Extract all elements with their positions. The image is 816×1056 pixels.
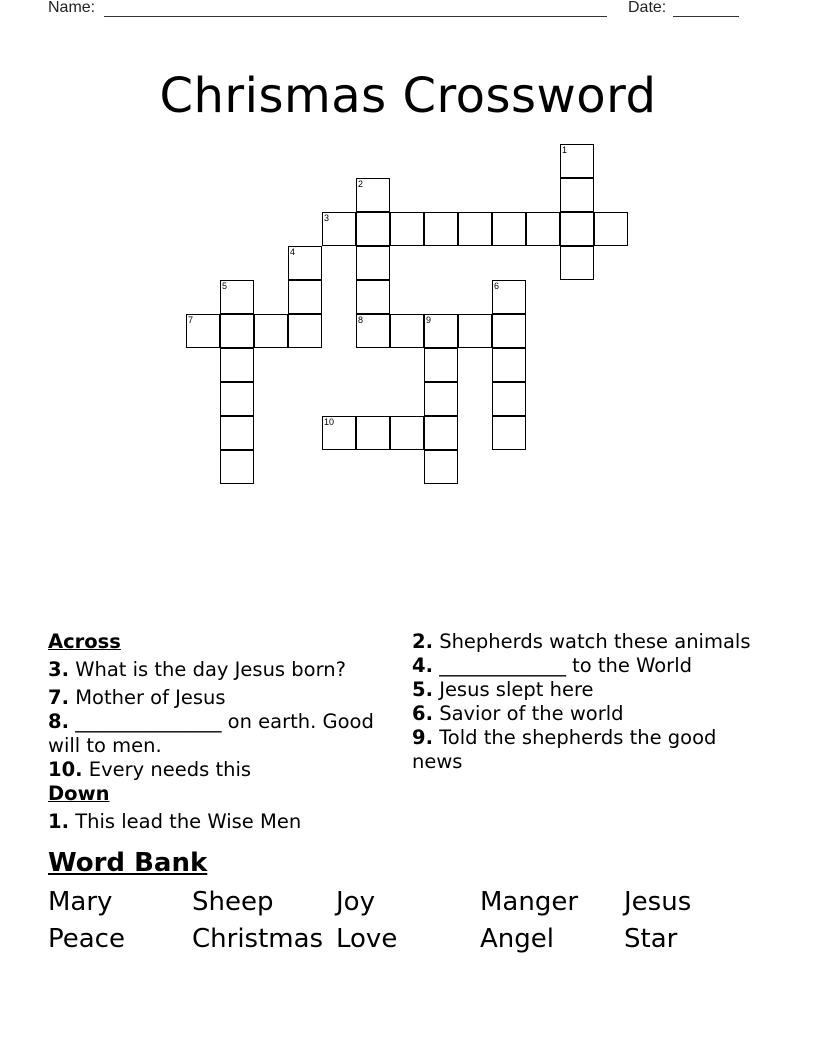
crossword-cell[interactable] (220, 314, 254, 348)
crossword-cell[interactable] (390, 314, 424, 348)
crossword-cell[interactable] (356, 178, 390, 212)
crossword-cell[interactable] (458, 314, 492, 348)
crossword-cell[interactable] (356, 212, 390, 246)
clue-text: Savior of the world (439, 702, 624, 725)
clue-number: 5. (412, 678, 433, 701)
crossword-cell[interactable] (424, 314, 458, 348)
word-bank-word: Mary (48, 887, 113, 917)
crossword-cell[interactable] (356, 246, 390, 280)
crossword-cell[interactable] (492, 348, 526, 382)
crossword-cell[interactable] (390, 212, 424, 246)
cell-number: 2 (358, 179, 364, 189)
clue-text: Mother of Jesus (75, 686, 226, 709)
crossword-cell[interactable] (186, 314, 220, 348)
clue-down-2 (412, 630, 752, 654)
word-bank-word: Manger (480, 887, 579, 917)
crossword-cell[interactable] (356, 416, 390, 450)
crossword-cell[interactable] (322, 416, 356, 450)
clue-text: Jesus slept here (439, 678, 594, 701)
clue-text: Every needs this (88, 758, 252, 781)
word-bank-word: Peace (48, 924, 125, 954)
clue-text: _______________ on earth. Good will to men. (48, 710, 374, 757)
clue-across-10 (48, 758, 398, 782)
cell-number: 4 (290, 247, 296, 257)
clue-text: Shepherds watch these animals (439, 630, 751, 653)
clue-number: 9. (412, 726, 433, 749)
date-label: Date: (628, 0, 667, 16)
crossword-cell[interactable] (356, 314, 390, 348)
crossword-cell[interactable] (492, 416, 526, 450)
page-title: Chrismas Crossword (159, 68, 657, 125)
crossword-cell[interactable] (424, 212, 458, 246)
word-bank-word: Joy (336, 887, 375, 917)
word-bank-word: Angel (480, 924, 554, 954)
crossword-cell[interactable] (560, 212, 594, 246)
clue-number: 8. (48, 710, 69, 733)
clue-number: 6. (412, 702, 433, 725)
clue-text: This lead the Wise Men (75, 810, 302, 833)
clue-number: 2. (412, 630, 433, 653)
clue-down-6 (412, 702, 752, 726)
crossword-cell[interactable] (288, 246, 322, 280)
clue-across-7 (48, 686, 398, 710)
crossword-cell[interactable] (594, 212, 628, 246)
cell-number: 8 (358, 315, 364, 325)
word-bank-word: Christmas (192, 924, 324, 954)
clue-down-5 (412, 678, 752, 702)
clue-number: 10. (48, 758, 83, 781)
clue-text: What is the day Jesus born? (75, 658, 346, 681)
cell-number: 7 (188, 315, 194, 325)
crossword-cell[interactable] (560, 246, 594, 280)
clue-down-4 (412, 654, 752, 678)
crossword-cell[interactable] (424, 348, 458, 382)
crossword-cell[interactable] (220, 382, 254, 416)
clue-number: 4. (412, 654, 433, 677)
crossword-cell[interactable] (220, 450, 254, 484)
crossword-cell[interactable] (288, 314, 322, 348)
crossword-cell[interactable] (424, 450, 458, 484)
down-heading: Down (48, 782, 110, 805)
word-bank-word: Love (336, 924, 398, 954)
clue-down-9 (412, 726, 752, 774)
crossword-grid (0, 0, 816, 520)
cell-number: 5 (222, 281, 228, 291)
clue-number: 1. (48, 810, 69, 833)
crossword-cell[interactable] (458, 212, 492, 246)
cell-number: 6 (494, 281, 500, 291)
crossword-cell[interactable] (424, 416, 458, 450)
crossword-cell[interactable] (492, 212, 526, 246)
word-bank-word: Jesus (624, 887, 692, 917)
clue-text: Told the shepherds the good news (412, 726, 717, 773)
clue-across-8 (48, 710, 398, 758)
crossword-cell[interactable] (424, 382, 458, 416)
clue-number: 3. (48, 658, 69, 681)
cell-number: 3 (324, 213, 330, 223)
crossword-cell[interactable] (356, 280, 390, 314)
crossword-cell[interactable] (492, 382, 526, 416)
across-heading: Across (48, 630, 121, 653)
crossword-cell[interactable] (492, 314, 526, 348)
cell-number: 9 (426, 315, 432, 325)
cell-number: 1 (562, 145, 568, 155)
clue-across-3 (48, 658, 398, 682)
clue-text: _____________ to the World (439, 654, 692, 677)
name-label: Name: (48, 0, 96, 16)
clue-down-1 (48, 810, 398, 834)
crossword-cell[interactable] (322, 212, 356, 246)
clues-left-column (48, 630, 398, 834)
word-bank-title: Word Bank (48, 848, 208, 878)
cell-number: 10 (324, 417, 335, 427)
crossword-cell[interactable] (390, 416, 424, 450)
crossword-cell[interactable] (492, 280, 526, 314)
crossword-cell[interactable] (220, 348, 254, 382)
clues-right-column (412, 630, 752, 774)
crossword-cell[interactable] (560, 144, 594, 178)
word-bank-word: Sheep (192, 887, 274, 917)
crossword-cell[interactable] (220, 416, 254, 450)
crossword-cell[interactable] (220, 280, 254, 314)
crossword-cell[interactable] (526, 212, 560, 246)
crossword-cell[interactable] (288, 280, 322, 314)
crossword-cell[interactable] (254, 314, 288, 348)
word-bank-word: Star (624, 924, 678, 954)
clue-number: 7. (48, 686, 69, 709)
crossword-cell[interactable] (560, 178, 594, 212)
